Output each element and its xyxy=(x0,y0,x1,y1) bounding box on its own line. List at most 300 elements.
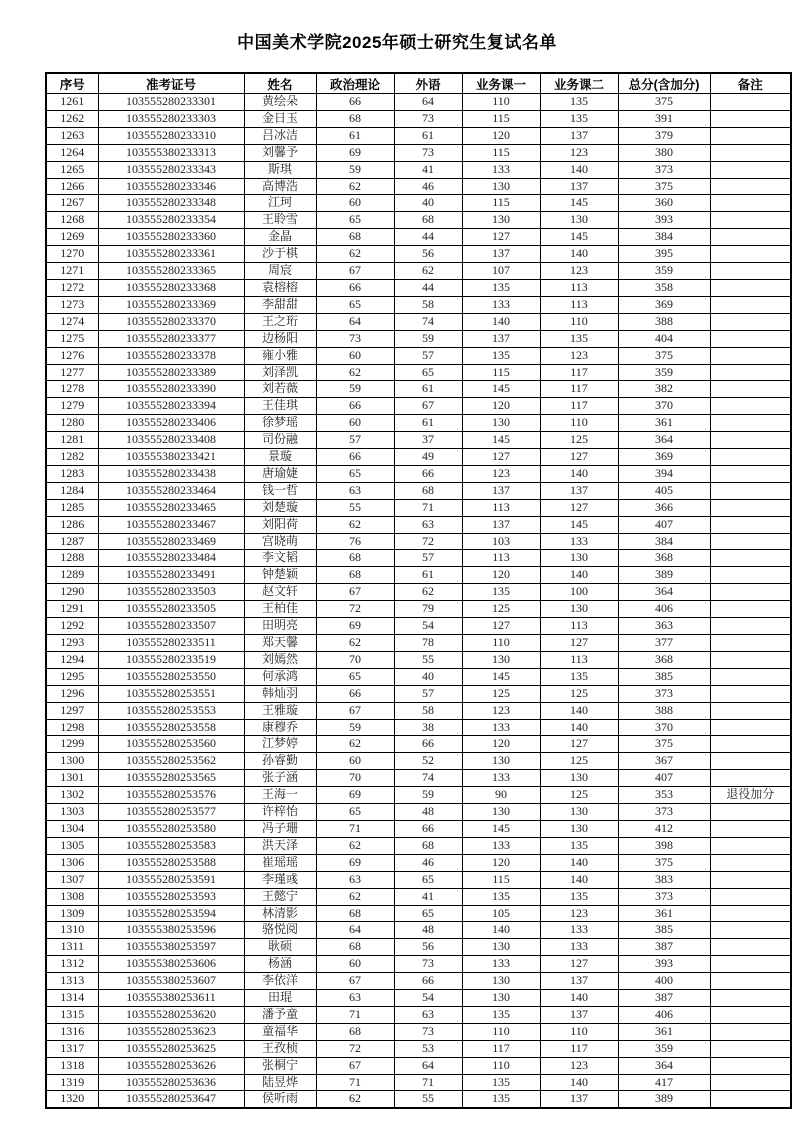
cell-remarks xyxy=(710,668,791,685)
cell-index: 1272 xyxy=(46,279,98,296)
cell-major-course-1: 145 xyxy=(462,820,540,837)
cell-admission-number: 103555280233303 xyxy=(98,110,244,127)
cell-index: 1304 xyxy=(46,820,98,837)
cell-major-course-1: 115 xyxy=(462,364,540,381)
table-row xyxy=(46,381,791,398)
cell-political-theory: 69 xyxy=(316,854,394,871)
cell-name: 唐瑜婕 xyxy=(244,465,316,482)
cell-index: 1302 xyxy=(46,787,98,804)
cell-name: 江珂 xyxy=(244,195,316,212)
cell-remarks xyxy=(710,313,791,330)
cell-total-score: 407 xyxy=(618,770,710,787)
cell-remarks xyxy=(710,567,791,584)
cell-political-theory: 66 xyxy=(316,398,394,415)
cell-major-course-1: 135 xyxy=(462,584,540,601)
cell-political-theory: 67 xyxy=(316,263,394,280)
cell-foreign-language: 53 xyxy=(394,1040,462,1057)
cell-remarks xyxy=(710,161,791,178)
cell-admission-number: 103555280233469 xyxy=(98,533,244,550)
cell-admission-number: 103555280233301 xyxy=(98,94,244,111)
table-row xyxy=(46,567,791,584)
cell-major-course-1: 135 xyxy=(462,888,540,905)
col-total-score: 总分(含加分) xyxy=(618,73,710,94)
table-row xyxy=(46,939,791,956)
cell-foreign-language: 71 xyxy=(394,1074,462,1091)
table-row xyxy=(46,618,791,635)
cell-remarks xyxy=(710,1006,791,1023)
cell-major-course-2: 113 xyxy=(540,279,618,296)
cell-name: 李依洋 xyxy=(244,973,316,990)
cell-major-course-2: 130 xyxy=(540,820,618,837)
cell-political-theory: 64 xyxy=(316,922,394,939)
cell-major-course-2: 110 xyxy=(540,1023,618,1040)
cell-remarks xyxy=(710,347,791,364)
cell-foreign-language: 68 xyxy=(394,212,462,229)
cell-name: 袁榕榕 xyxy=(244,279,316,296)
cell-major-course-1: 110 xyxy=(462,1023,540,1040)
cell-political-theory: 68 xyxy=(316,905,394,922)
cell-foreign-language: 79 xyxy=(394,601,462,618)
cell-major-course-2: 127 xyxy=(540,449,618,466)
cell-index: 1267 xyxy=(46,195,98,212)
cell-foreign-language: 37 xyxy=(394,432,462,449)
table-body xyxy=(46,94,791,1109)
cell-foreign-language: 44 xyxy=(394,279,462,296)
cell-foreign-language: 61 xyxy=(394,127,462,144)
cell-political-theory: 60 xyxy=(316,753,394,770)
cell-index: 1270 xyxy=(46,246,98,263)
cell-major-course-1: 103 xyxy=(462,533,540,550)
cell-name: 骆悦阅 xyxy=(244,922,316,939)
cell-admission-number: 103555280233377 xyxy=(98,330,244,347)
cell-index: 1286 xyxy=(46,516,98,533)
table-row xyxy=(46,651,791,668)
cell-foreign-language: 52 xyxy=(394,753,462,770)
cell-index: 1318 xyxy=(46,1057,98,1074)
cell-political-theory: 62 xyxy=(316,1091,394,1108)
cell-foreign-language: 44 xyxy=(394,229,462,246)
cell-political-theory: 72 xyxy=(316,601,394,618)
cell-name: 金晶 xyxy=(244,229,316,246)
cell-name: 田琨 xyxy=(244,990,316,1007)
cell-admission-number: 103555280233406 xyxy=(98,415,244,432)
table-row xyxy=(46,973,791,990)
cell-major-course-2: 117 xyxy=(540,1040,618,1057)
cell-major-course-1: 133 xyxy=(462,719,540,736)
cell-political-theory: 70 xyxy=(316,770,394,787)
cell-remarks xyxy=(710,533,791,550)
cell-admission-number: 103555280233354 xyxy=(98,212,244,229)
cell-major-course-1: 110 xyxy=(462,635,540,652)
cell-name: 宫晓萌 xyxy=(244,533,316,550)
cell-political-theory: 68 xyxy=(316,550,394,567)
cell-political-theory: 66 xyxy=(316,94,394,111)
cell-total-score: 382 xyxy=(618,381,710,398)
cell-major-course-2: 137 xyxy=(540,1091,618,1108)
cell-total-score: 395 xyxy=(618,246,710,263)
cell-major-course-1: 127 xyxy=(462,618,540,635)
table-row xyxy=(46,296,791,313)
cell-major-course-2: 137 xyxy=(540,973,618,990)
cell-total-score: 360 xyxy=(618,195,710,212)
cell-political-theory: 62 xyxy=(316,888,394,905)
cell-name: 金日玉 xyxy=(244,110,316,127)
cell-political-theory: 60 xyxy=(316,347,394,364)
cell-foreign-language: 66 xyxy=(394,465,462,482)
cell-admission-number: 103555280253620 xyxy=(98,1006,244,1023)
cell-foreign-language: 57 xyxy=(394,347,462,364)
table-row xyxy=(46,127,791,144)
cell-total-score: 417 xyxy=(618,1074,710,1091)
table-row xyxy=(46,195,791,212)
cell-major-course-2: 100 xyxy=(540,584,618,601)
cell-major-course-1: 145 xyxy=(462,668,540,685)
cell-major-course-2: 125 xyxy=(540,432,618,449)
cell-major-course-2: 140 xyxy=(540,1074,618,1091)
cell-major-course-2: 125 xyxy=(540,753,618,770)
cell-political-theory: 68 xyxy=(316,229,394,246)
cell-admission-number: 103555280253550 xyxy=(98,668,244,685)
cell-major-course-2: 140 xyxy=(540,719,618,736)
cell-name: 田明亮 xyxy=(244,618,316,635)
cell-admission-number: 103555280233465 xyxy=(98,499,244,516)
cell-foreign-language: 78 xyxy=(394,635,462,652)
cell-political-theory: 61 xyxy=(316,127,394,144)
cell-admission-number: 103555380253611 xyxy=(98,990,244,1007)
cell-total-score: 373 xyxy=(618,161,710,178)
cell-foreign-language: 56 xyxy=(394,246,462,263)
cell-name: 刘若薇 xyxy=(244,381,316,398)
table-row xyxy=(46,736,791,753)
cell-total-score: 412 xyxy=(618,820,710,837)
table-row xyxy=(46,550,791,567)
cell-total-score: 361 xyxy=(618,1023,710,1040)
cell-political-theory: 62 xyxy=(316,516,394,533)
cell-major-course-2: 140 xyxy=(540,990,618,1007)
cell-remarks xyxy=(710,820,791,837)
cell-admission-number: 103555280233369 xyxy=(98,296,244,313)
cell-name: 韩灿羽 xyxy=(244,685,316,702)
cell-name: 斯琪 xyxy=(244,161,316,178)
table-row xyxy=(46,516,791,533)
table-row xyxy=(46,584,791,601)
cell-name: 王聆雪 xyxy=(244,212,316,229)
cell-remarks xyxy=(710,330,791,347)
cell-remarks xyxy=(710,449,791,466)
cell-admission-number: 103555280233507 xyxy=(98,618,244,635)
cell-foreign-language: 73 xyxy=(394,144,462,161)
cell-name: 钟楚颖 xyxy=(244,567,316,584)
table-row xyxy=(46,94,791,111)
cell-major-course-1: 135 xyxy=(462,1006,540,1023)
cell-major-course-1: 90 xyxy=(462,787,540,804)
cell-remarks xyxy=(710,651,791,668)
cell-political-theory: 60 xyxy=(316,195,394,212)
cell-foreign-language: 66 xyxy=(394,973,462,990)
cell-remarks xyxy=(710,939,791,956)
cell-major-course-2: 140 xyxy=(540,246,618,263)
cell-major-course-2: 113 xyxy=(540,651,618,668)
cell-major-course-2: 130 xyxy=(540,770,618,787)
cell-name: 边杨阳 xyxy=(244,330,316,347)
cell-name: 刘嫣然 xyxy=(244,651,316,668)
cell-political-theory: 57 xyxy=(316,432,394,449)
cell-name: 何承鸿 xyxy=(244,668,316,685)
cell-total-score: 359 xyxy=(618,1040,710,1057)
cell-major-course-1: 130 xyxy=(462,212,540,229)
cell-foreign-language: 62 xyxy=(394,263,462,280)
cell-index: 1296 xyxy=(46,685,98,702)
cell-major-course-1: 137 xyxy=(462,482,540,499)
cell-remarks xyxy=(710,973,791,990)
cell-major-course-2: 130 xyxy=(540,804,618,821)
cell-major-course-2: 127 xyxy=(540,956,618,973)
cell-remarks xyxy=(710,482,791,499)
cell-admission-number: 103555280253623 xyxy=(98,1023,244,1040)
table-header-row xyxy=(46,73,791,94)
cell-total-score: 391 xyxy=(618,110,710,127)
cell-political-theory: 65 xyxy=(316,296,394,313)
cell-remarks xyxy=(710,110,791,127)
cell-major-course-2: 140 xyxy=(540,567,618,584)
cell-index: 1274 xyxy=(46,313,98,330)
cell-remarks xyxy=(710,770,791,787)
cell-index: 1271 xyxy=(46,263,98,280)
cell-major-course-1: 110 xyxy=(462,1057,540,1074)
table-row xyxy=(46,601,791,618)
cell-total-score: 387 xyxy=(618,990,710,1007)
cell-index: 1293 xyxy=(46,635,98,652)
cell-index: 1312 xyxy=(46,956,98,973)
cell-remarks xyxy=(710,1023,791,1040)
cell-name: 景璇 xyxy=(244,449,316,466)
cell-index: 1317 xyxy=(46,1040,98,1057)
cell-admission-number: 103555380253606 xyxy=(98,956,244,973)
table-row xyxy=(46,719,791,736)
cell-major-course-2: 130 xyxy=(540,550,618,567)
cell-major-course-2: 137 xyxy=(540,127,618,144)
cell-index: 1289 xyxy=(46,567,98,584)
cell-index: 1269 xyxy=(46,229,98,246)
cell-index: 1298 xyxy=(46,719,98,736)
cell-foreign-language: 68 xyxy=(394,482,462,499)
cell-major-course-1: 110 xyxy=(462,94,540,111)
cell-foreign-language: 46 xyxy=(394,178,462,195)
cell-name: 张桐宁 xyxy=(244,1057,316,1074)
cell-admission-number: 103555280253553 xyxy=(98,702,244,719)
cell-total-score: 388 xyxy=(618,702,710,719)
cell-major-course-1: 120 xyxy=(462,567,540,584)
cell-total-score: 369 xyxy=(618,296,710,313)
cell-major-course-1: 127 xyxy=(462,449,540,466)
cell-admission-number: 103555280253588 xyxy=(98,854,244,871)
cell-name: 赵文轩 xyxy=(244,584,316,601)
cell-foreign-language: 48 xyxy=(394,804,462,821)
cell-political-theory: 68 xyxy=(316,567,394,584)
cell-index: 1277 xyxy=(46,364,98,381)
table-row xyxy=(46,347,791,364)
cell-remarks xyxy=(710,364,791,381)
cell-admission-number: 103555280233343 xyxy=(98,161,244,178)
cell-major-course-2: 137 xyxy=(540,1006,618,1023)
cell-name: 张子涵 xyxy=(244,770,316,787)
cell-foreign-language: 56 xyxy=(394,939,462,956)
table-row xyxy=(46,161,791,178)
cell-admission-number: 103555280253593 xyxy=(98,888,244,905)
cell-major-course-2: 145 xyxy=(540,195,618,212)
cell-major-course-1: 135 xyxy=(462,1091,540,1108)
cell-total-score: 359 xyxy=(618,263,710,280)
cell-name: 王佳琪 xyxy=(244,398,316,415)
cell-index: 1308 xyxy=(46,888,98,905)
cell-major-course-2: 127 xyxy=(540,736,618,753)
cell-remarks xyxy=(710,415,791,432)
cell-major-course-1: 130 xyxy=(462,178,540,195)
cell-remarks: 退役加分 xyxy=(710,787,791,804)
cell-index: 1294 xyxy=(46,651,98,668)
cell-name: 钱一哲 xyxy=(244,482,316,499)
cell-foreign-language: 57 xyxy=(394,550,462,567)
cell-total-score: 358 xyxy=(618,279,710,296)
cell-total-score: 384 xyxy=(618,229,710,246)
cell-index: 1275 xyxy=(46,330,98,347)
table-row xyxy=(46,956,791,973)
cell-admission-number: 103555280253577 xyxy=(98,804,244,821)
cell-total-score: 361 xyxy=(618,905,710,922)
cell-major-course-1: 145 xyxy=(462,432,540,449)
cell-political-theory: 62 xyxy=(316,736,394,753)
cell-major-course-2: 135 xyxy=(540,668,618,685)
cell-name: 王孜桢 xyxy=(244,1040,316,1057)
cell-admission-number: 103555280233361 xyxy=(98,246,244,263)
cell-name: 吕冰洁 xyxy=(244,127,316,144)
cell-name: 高博浩 xyxy=(244,178,316,195)
cell-foreign-language: 71 xyxy=(394,499,462,516)
cell-major-course-2: 123 xyxy=(540,905,618,922)
cell-major-course-2: 130 xyxy=(540,212,618,229)
cell-total-score: 380 xyxy=(618,144,710,161)
cell-political-theory: 59 xyxy=(316,381,394,398)
cell-foreign-language: 40 xyxy=(394,668,462,685)
cell-political-theory: 69 xyxy=(316,787,394,804)
cell-major-course-2: 135 xyxy=(540,888,618,905)
cell-index: 1287 xyxy=(46,533,98,550)
cell-political-theory: 71 xyxy=(316,1074,394,1091)
cell-remarks xyxy=(710,736,791,753)
cell-total-score: 375 xyxy=(618,854,710,871)
cell-remarks xyxy=(710,381,791,398)
cell-major-course-2: 125 xyxy=(540,685,618,702)
cell-admission-number: 103555280233360 xyxy=(98,229,244,246)
cell-remarks xyxy=(710,94,791,111)
cell-political-theory: 67 xyxy=(316,973,394,990)
cell-admission-number: 103555280233519 xyxy=(98,651,244,668)
cell-name: 李文韬 xyxy=(244,550,316,567)
cell-major-course-1: 105 xyxy=(462,905,540,922)
cell-major-course-1: 133 xyxy=(462,956,540,973)
cell-remarks xyxy=(710,871,791,888)
cell-name: 郑天馨 xyxy=(244,635,316,652)
cell-admission-number: 103555380233313 xyxy=(98,144,244,161)
cell-index: 1297 xyxy=(46,702,98,719)
cell-foreign-language: 58 xyxy=(394,296,462,313)
cell-foreign-language: 64 xyxy=(394,1057,462,1074)
cell-index: 1285 xyxy=(46,499,98,516)
cell-admission-number: 103555280253565 xyxy=(98,770,244,787)
cell-major-course-1: 130 xyxy=(462,973,540,990)
cell-foreign-language: 74 xyxy=(394,313,462,330)
cell-foreign-language: 65 xyxy=(394,905,462,922)
cell-admission-number: 103555280253580 xyxy=(98,820,244,837)
table-row xyxy=(46,364,791,381)
cell-remarks xyxy=(710,702,791,719)
cell-name: 司份融 xyxy=(244,432,316,449)
cell-major-course-2: 117 xyxy=(540,398,618,415)
cell-foreign-language: 41 xyxy=(394,161,462,178)
table-row xyxy=(46,804,791,821)
table-row xyxy=(46,668,791,685)
cell-foreign-language: 54 xyxy=(394,990,462,1007)
cell-index: 1307 xyxy=(46,871,98,888)
cell-index: 1266 xyxy=(46,178,98,195)
table-row xyxy=(46,229,791,246)
cell-remarks xyxy=(710,1091,791,1108)
table-row xyxy=(46,398,791,415)
cell-major-course-1: 137 xyxy=(462,246,540,263)
cell-major-course-1: 137 xyxy=(462,516,540,533)
cell-remarks xyxy=(710,922,791,939)
cell-total-score: 406 xyxy=(618,601,710,618)
cell-major-course-1: 123 xyxy=(462,702,540,719)
cell-total-score: 373 xyxy=(618,685,710,702)
cell-political-theory: 71 xyxy=(316,820,394,837)
cell-major-course-2: 117 xyxy=(540,364,618,381)
cell-remarks xyxy=(710,195,791,212)
cell-remarks xyxy=(710,804,791,821)
cell-major-course-1: 127 xyxy=(462,229,540,246)
cell-political-theory: 66 xyxy=(316,449,394,466)
cell-total-score: 364 xyxy=(618,432,710,449)
cell-remarks xyxy=(710,888,791,905)
cell-index: 1290 xyxy=(46,584,98,601)
table-row xyxy=(46,178,791,195)
cell-foreign-language: 63 xyxy=(394,1006,462,1023)
cell-major-course-1: 120 xyxy=(462,127,540,144)
cell-admission-number: 103555280253594 xyxy=(98,905,244,922)
cell-major-course-2: 135 xyxy=(540,330,618,347)
cell-major-course-1: 130 xyxy=(462,804,540,821)
cell-name: 陆昱烨 xyxy=(244,1074,316,1091)
table-row xyxy=(46,144,791,161)
cell-foreign-language: 66 xyxy=(394,820,462,837)
cell-index: 1295 xyxy=(46,668,98,685)
cell-name: 崔瑶瑶 xyxy=(244,854,316,871)
cell-remarks xyxy=(710,601,791,618)
cell-total-score: 370 xyxy=(618,398,710,415)
cell-political-theory: 59 xyxy=(316,719,394,736)
cell-admission-number: 103555280233378 xyxy=(98,347,244,364)
cell-admission-number: 103555280233408 xyxy=(98,432,244,449)
cell-index: 1320 xyxy=(46,1091,98,1108)
cell-index: 1288 xyxy=(46,550,98,567)
cell-major-course-1: 120 xyxy=(462,736,540,753)
cell-major-course-1: 115 xyxy=(462,110,540,127)
cell-total-score: 404 xyxy=(618,330,710,347)
cell-major-course-2: 113 xyxy=(540,296,618,313)
cell-index: 1311 xyxy=(46,939,98,956)
cell-political-theory: 55 xyxy=(316,499,394,516)
cell-major-course-2: 127 xyxy=(540,499,618,516)
